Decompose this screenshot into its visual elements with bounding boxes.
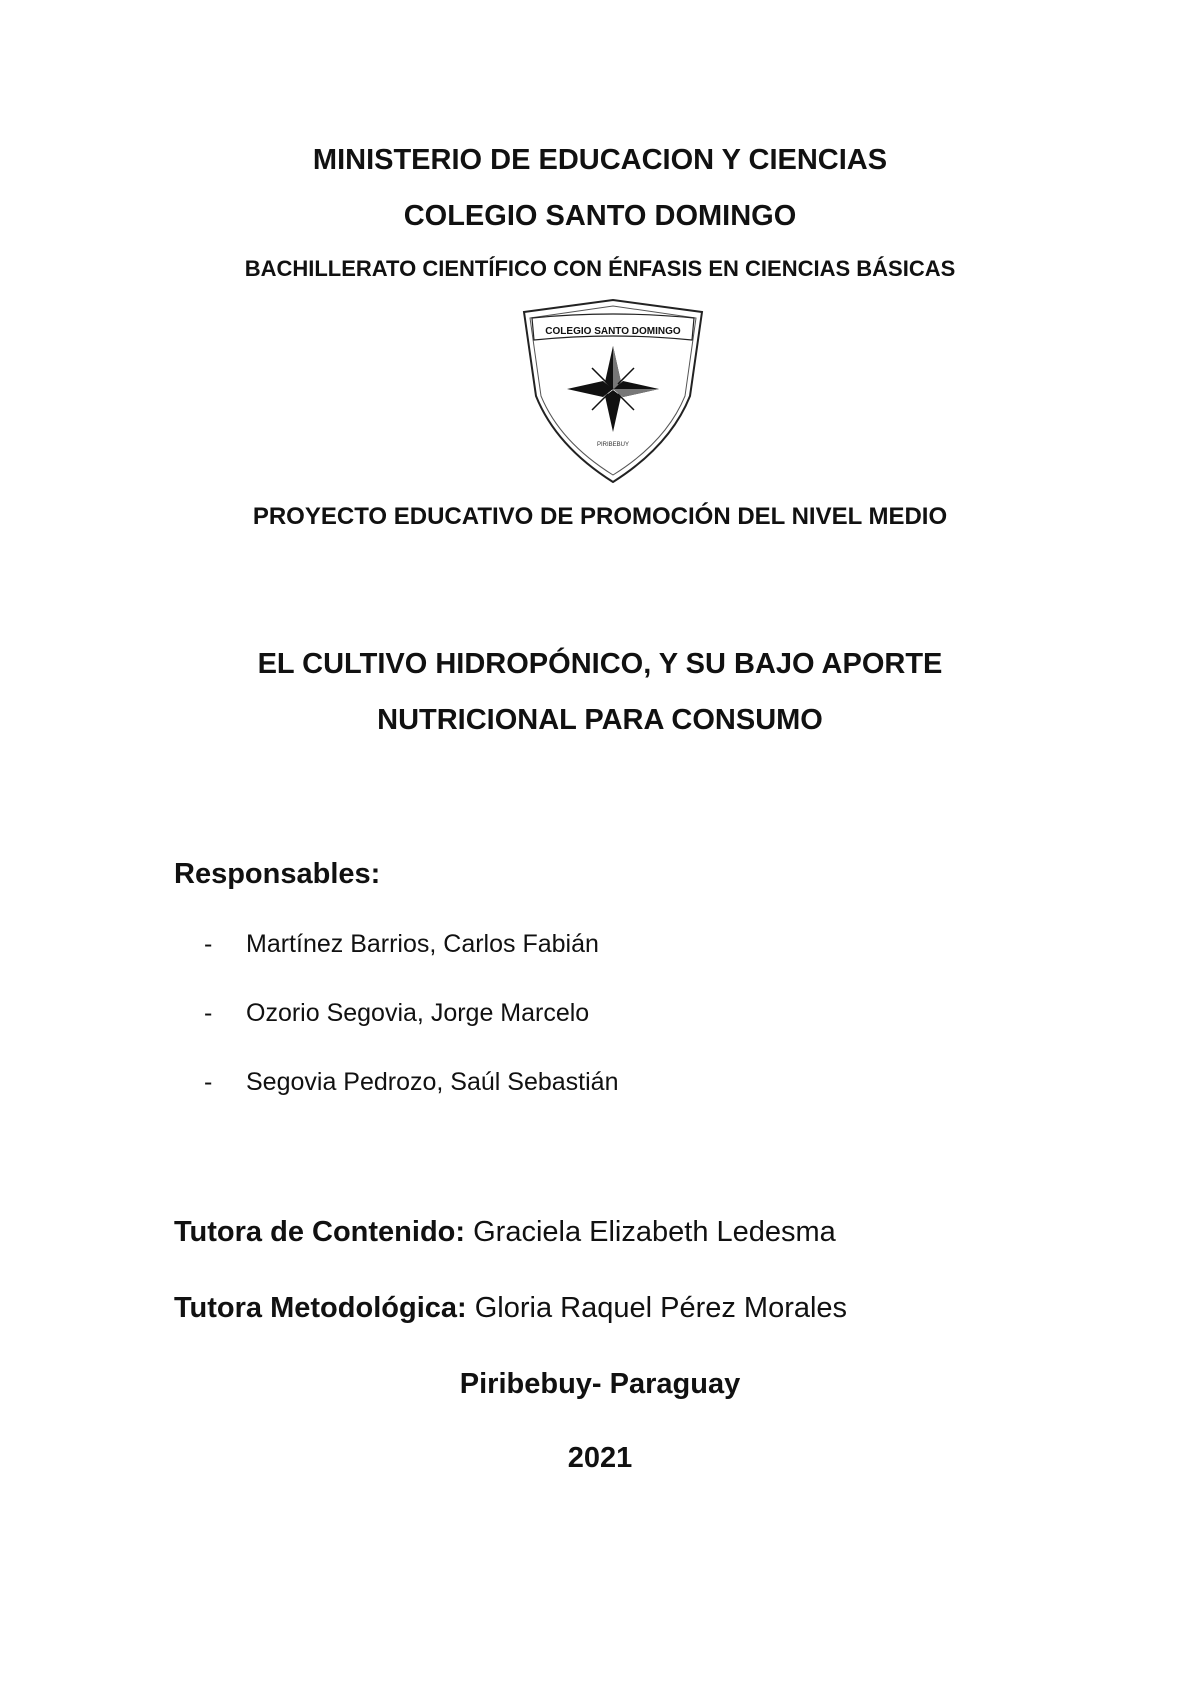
bullet-dash: - xyxy=(204,930,213,958)
methodology-tutor-label: Tutora Metodológica: xyxy=(174,1292,467,1324)
content-tutor-label: Tutora de Contenido: xyxy=(174,1216,466,1248)
project-type-heading: PROYECTO EDUCATIVO DE PROMOCIÓN DEL NIVEL MEDIO xyxy=(252,503,948,530)
bullet-dash: - xyxy=(204,1068,213,1096)
content-tutor-line xyxy=(174,1216,836,1249)
methodology-tutor-line xyxy=(174,1292,847,1325)
responsible-name: Martínez Barrios, Carlos Fabián xyxy=(246,930,599,958)
methodology-tutor-name: Gloria Raquel Pérez Morales xyxy=(466,1292,848,1324)
project-title-line-1: EL CULTIVO HIDROPÓNICO, Y SU BAJO APORTE xyxy=(257,648,943,680)
responsible-name: Ozorio Segovia, Jorge Marcelo xyxy=(246,999,590,1027)
logo-top-text: COLEGIO SANTO DOMINGO xyxy=(545,326,681,337)
location-text: Piribebuy- Paraguay xyxy=(459,1368,741,1400)
project-title-line-2: NUTRICIONAL PARA CONSUMO xyxy=(377,704,823,736)
ministry-heading: MINISTERIO DE EDUCACION Y CIENCIAS xyxy=(312,144,888,176)
bullet-dash: - xyxy=(204,999,213,1027)
responsible-name: Segovia Pedrozo, Saúl Sebastián xyxy=(246,1068,619,1096)
school-crest-logo xyxy=(520,296,706,484)
responsibles-label: Responsables: xyxy=(174,858,381,890)
content-tutor-name: Graciela Elizabeth Ledesma xyxy=(465,1216,836,1248)
year-text: 2021 xyxy=(567,1442,633,1474)
program-heading: BACHILLERATO CIENTÍFICO CON ÉNFASIS EN CIENCIAS BÁSICAS xyxy=(244,256,956,281)
school-heading: COLEGIO SANTO DOMINGO xyxy=(403,200,797,232)
logo-bottom-text: PIRIBEBUY xyxy=(596,442,630,448)
